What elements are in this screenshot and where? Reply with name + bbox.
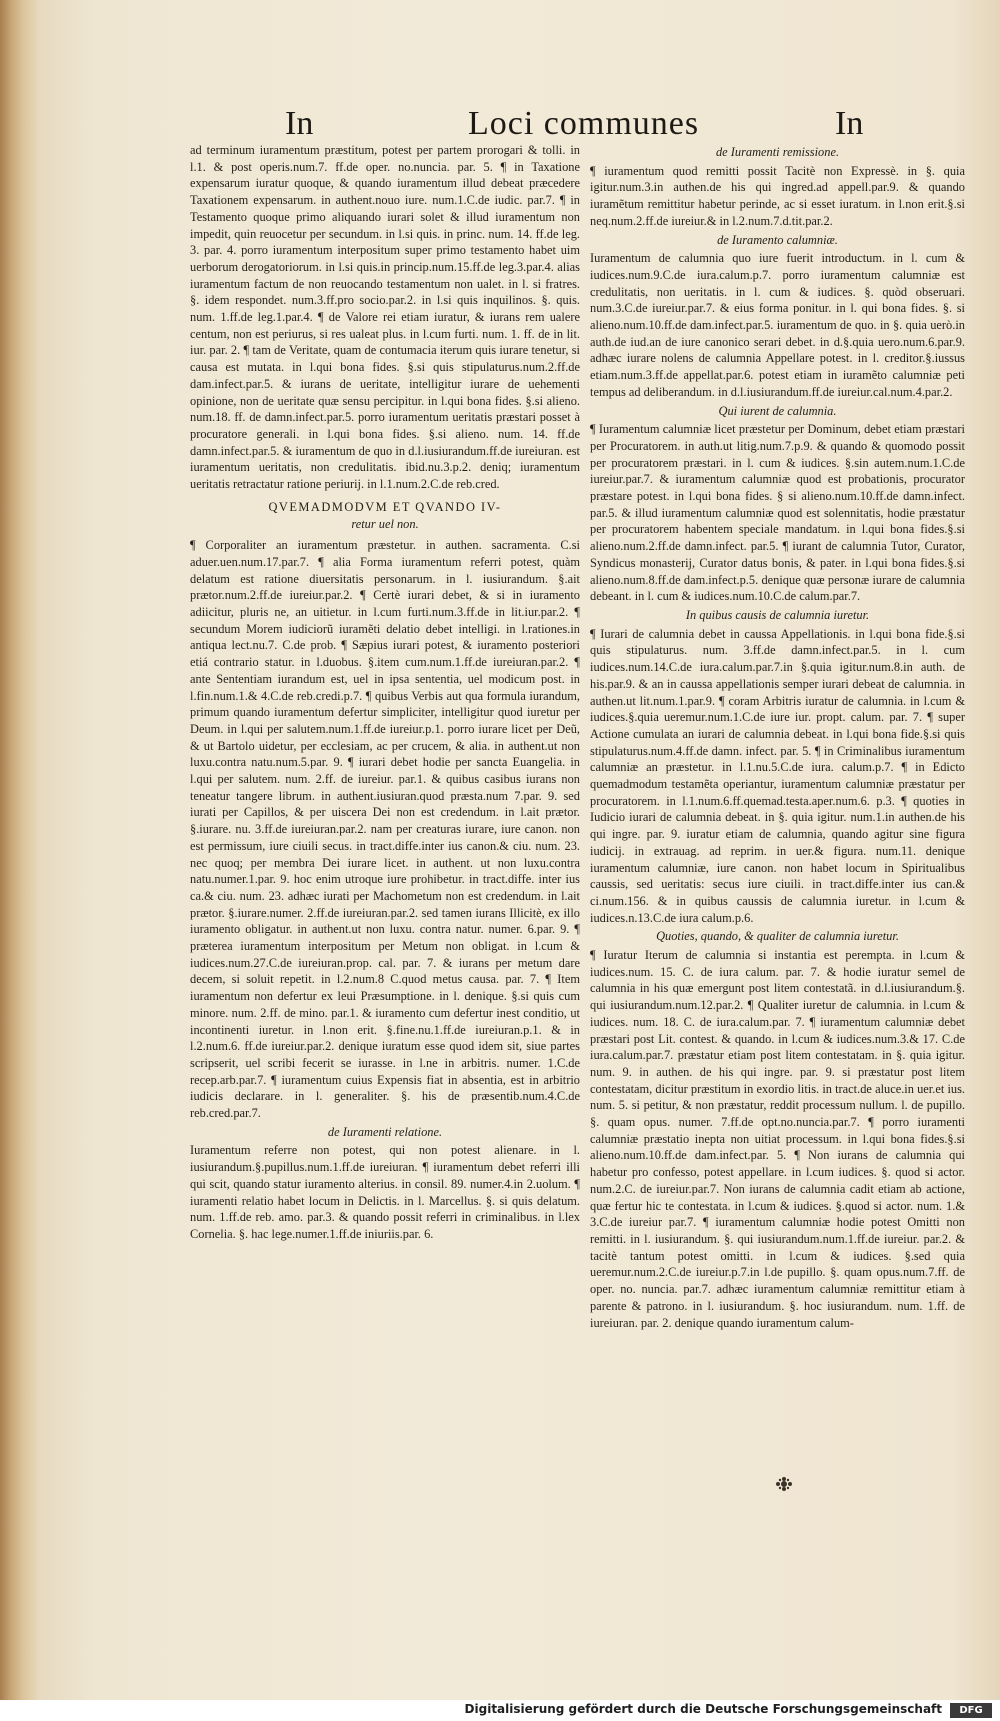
section-heading: de Iuramento calumniæ.: [717, 232, 838, 247]
fleuron-ornament-icon: [773, 1476, 795, 1492]
section-heading: Quoties, quando, & qualiter de calumnia iuretur.: [656, 929, 899, 944]
digitization-footer: [0, 1700, 1000, 1721]
paragraph: ad terminum iuramentum præstitum, potest per partem prorogari & tolli. in l.1. & post operis.num.7. ff.de oper. no.nuncia. par. 5. ¶ in Taxatione expensarum iuratur quoque, & quando iuramentum illud debeat præcedere Taxationem expensarum. in authent.nouo iure. num.1.C.de iudic. par.7. ¶ in Testamento quoque primo aliquando iurari solet & illud iuramentum non impedit, quin reuocetur per secundum. in l.si quis. in princ. num. 14. ff.de leg. 3. par. 4. porro iuramentum interpositum super primo testamento habet uim uerborum derogatoriorum. in l.si quis.in princip.num.15.ff.de leg.3.par.4. alias iuramentum factum de non reuocando testamentum non ualet. in l. si fratres. §. idem respondet. num.3.ff.pro socio.par.2. in l.si quis inquilinos. §. quis. num. 1.ff.de leg.1.par.4. ¶ de Valore rei etiam iuratur, & iurans rem ualere centum, non est periurus, si res ualeat plus. in l.cum furti. num. 1. ff. de in lit. iur. par. 2. ¶ tam de Veritate, quam de contumacia iterum quis iurare tenetur, si causa est mutata. in l.qui bona fides. §.si quis stipulaturus.num.2.ff.de dam.infect.par.5. & iurans de ueritate, intelligitur iurare de uehementi opinione, non de ueritate quæ sensu percipitur. in l.qui bona fides. §.si alieno. num.18. ff. de damn.infect.par.5. porro iuramentum ueritatis præstari posset à procuratore generali. in l.qui bona fides. §.si alieno. num. 14. ff.de damn.infect.par.5. & iuramentum de quo in d.l.iusiurandum.ff.de iureiuran. est iuramentum ueritatis, non credulitatis. ibid.nu.3.p.2. deniq; iuramentum ueritatis retractatur ratione periurij. in l.1.num.2.C.de reb.cred.: [190, 143, 580, 492]
running-head-left: In: [285, 105, 314, 142]
paragraph: ¶ Corporaliter an iuramentum præstetur. in authen. sacramenta. C.si aduer.uen.num.17.par.7. ¶ alia Forma iuramentum referri potest, quàm delatum est ratione diuersitatis personarum. in l. iusiurandum. §.ait prætor.num.2.ff.de iureiur.par.2. ¶ Certè iurari debet, & si in iuramento adiicitur, pluris ne, an uitietur. in l.cum furti.num.3.ff.de in lit.iur.par.2. ¶ secundum Morem iudiciorũ iuramẽti delatio debet intelligi. in l.rationes.in antiqua lect.nu.7. C.de prob. ¶ Sæpius iurari potest, & iuramento posteriori etiá contrario statur. in l.duobus. §.item cum.num.1.ff.de iureiuran.par.2. ¶ ante Sententiam iurandum est, uel in ipsa sententia, uel modicum post. in l.fin.num.1.& 4.C.de reb.credi.p.7. ¶ quibus Verbis aut qua formula iurandum, primum quando iuramentum defertur simpliciter, intelligitur quod iuretur per Deum. in l.qui per salutem.num.1.ff.de iureiur.p.1. porro iurare licet per Deũ, & ut Bartolo uidetur, per ecclesiam, ac per crucem, & alia. in authent.ut non luxu.contra natu.num.5.par. 9. ¶ iurari debet hodie per sancta Euangelia. in l.qui per salutem. num. 2.ff. de iureiur. par.1. & quibus casibus iurans non teneatur tangere librum. in authent.iusiuran.quod præsta.num 7.par. 9. sed iurati per Capillos, & per uiscera Dei non est credendum. in l.ait prætor. §.iurare. nu. 3.ff.de iureiuran.par.2. nam per creaturas iurare, iure canon. non est permissum, iure ciuili secus. in tract.diffe.inter ius canon.& ciu. num. 23. nec quoq; per membra Dei iurare licet. in authent. ut non luxu.contra natu.numer.1.par. 9. hoc enim utroque iure prohibetur. in tract.diffe. inter ius ca.& ciu. num. 23. adhæc iurati per Machometum non est credendum. in l.ait prætor. §.iurare.numer. 2.ff.de iureiuran.par.2. sed tamen iurans Illicitè, ex illo iuramento obligatur. in authent.ut non luxu. contra natur. numer. 6.par. 9. ¶ præterea iuramentum interpositum per Metum non obligat. in l.cum & iudices.num.27.C.de iureiuran.prop. cal. par. 7. & iurans per metum dare decem, si soluit repetit. in l.2.num.8 C.quod metus causa. par. 7. ¶ Item iuramentum non defertur ex leui Præsumptione. in l. denique. §.si quis cum minore. num. 2.ff. de mino. par.1. & iuramento cum defertur inest conditio, ut incontinenti iuretur. in l.non erit. §.fine.nu.1.ff.de iureiuran.p.1. & in l.2.num.6. ff.de iureiur.par.2. denique iuratum esse quod idem sit, siue partes scripserit, uel scribi fecerit se iurasse. in l.ne in arbitris. numer. 1.C.de recep.arb.par.7. ¶ iuramentum cuius Expensis fiat in absentia, est in arbitrio iudicis declarare. in l. generaliter. §. his de præsentib.num.4.C.de reb.cred.par.7.: [190, 538, 580, 1121]
paragraph: ¶ iuramentum quod remitti possit Tacitè non Expressè. in §. quia igitur.num.3.in authen.de his qui ingred.ad appell.par.9. & quando iuramẽtum remittitur habetur perinde, ac si esset iuratum. in l.non erit.§.si neq.num.2.ff.de iureiur.& in l.2.num.7.d.tit.par.2.: [590, 163, 965, 228]
paragraph: Iuramentum referre non potest, qui non potest alienare. in l. iusiurandum.§.pupillus.num.1.ff.de iureiuran. ¶ iuramentum debet referri illi qui scit, quando statur iuramento alterius. in consil. 89. numer.4.in 2.uolum. ¶ iuramenti relatio habet locum in Delictis. in l. Marcellus. §. si quis delatum. num. 1.ff.de reb. amo. par.3. & quando possit referri in criminalibus. in l.lex Cornelia. §. hac lege.numer.1.ff.de iniuriis.par. 6.: [190, 1143, 580, 1241]
running-head-right: In: [835, 105, 864, 142]
page-edge: [0, 0, 38, 1700]
paragraph: Iuramentum de calumnia quo iure fuerit introductum. in l. cum & iudices.num.9.C.de iura.calum.p.7. porro iuramentum calumniæ est credulitatis, non ueritatis. in l. cum & iudices. §. quòd obseruari. num.3.C.de iureiur.par.7. & eius forma ponitur. in l. qui bona fides. §. si alieno.num.10.ff.de dam.infect.par.5. iuramentum de quo. in §. quia uerò.in auth.de iud.an de iure canonico serari debet. in d.§.quia uero.num.6.par.9. adhæc iurare nolens de calumnia Appellare potest. in l. creditor.§.iussus etiam.num.3.ff.de appellat.par.6. potest etiam in iuramẽto calumniæ peti tempus ad deliberandum. in d.l.iusiurandum.ff.de iureiur.cal.num.4.par.2.: [590, 251, 965, 399]
section-heading: QVEMADMODVM ET QVANDO IV-: [268, 499, 502, 514]
section-heading: de Iuramenti relatione.: [327, 1124, 443, 1139]
left-column: [190, 142, 580, 1245]
right-column: [590, 142, 965, 1333]
section-subheading: retur uel non.: [351, 517, 419, 532]
dfg-logo: DFG: [950, 1703, 992, 1718]
section-heading: de Iuramenti remissione.: [715, 145, 840, 159]
section-heading: In quibus causis de calumnia iuretur.: [685, 607, 870, 622]
paragraph: ¶ Iurari de calumnia debet in caussa Appellationis. in l.qui bona fide.§.si quis stipulaturus. num. 3.ff.de damn.infect.par.5. in l. cum iudices.num.14.C.de iura.calum.par.7.in §.quia igitur.num.8.in auth. de his.par.9. & an in caussa appellationis semper iurari debeat de calumnia. in authen.ut lit.num.1.par.9. ¶ coram Arbitris iuratur de calumnia. in l.cum & iudices.§.quia ueremur.num.1.C.de iure iur. propt. calum. par. 7. ¶ super Actione cumulata an iurari de calumnia debeat. in l.qui bona fide.§.si quis stipulaturus.num.4.ff.de damn. infect. par. 5. ¶ in Criminalibus iuramentum calumniæ an præstetur. in l.1.nu.5.C.de iura. calum.p.7. ¶ in Edicto quemadmodum testamẽta operiantur, iuramentum calumniæ præstatur per procuratorem. in l.1.num.6.ff.quemad.testa.aper.num.6. p.3. ¶ quoties in Iudicio iurari de calumnia debeat. in §. quia igitur. num.1.in authen.de his qui ingre. par. 9. iuratur etiam de calumnia, quando agitur sine figura iudicij. in extrauag. ad reprim. in uer.& figura. num.11. denique iuramentum calumniæ, iure canon. non habet locum in Spiritualibus caussis, sed ueritatis: secus iure ciuili. in tract.diffe.inter ius can.& ci.num.156. & in quibus caussis de calumnia iuretur. in l.cum & iudices.n.13.C.de iura calum.p.6.: [590, 626, 965, 925]
section-heading: Qui iurent de calumnia.: [718, 403, 837, 418]
paragraph: ¶ Iuratur Iterum de calumnia si instantia est perempta. in l.cum & iudices.num. 15. C. de iura calum. par. 7. & hodie iuratur semel de calumnia in his quæ emergunt post litem contestatã. in d.l.iusiurandum.§. qui iusiurandum.num.12.par.2. ¶ Qualiter iuretur de calumnia. in l.cum & iudices. num. 18. C. de iura.calum.par. 7. ¶ iuramentum calumniæ debet præstari post Lit. contest. & quando. in l.cum & iudices.num.3.& 17. C.de iura.calum.par.7. præstatur etiam post litem contestatam. in §. quia igitur. num. 9. in authen. de his qui ingre. par. 9. si præstatur post litem contestatam, dicitur præstitum in exordio litis. in tract.de aluce.in uer.et ius. num. 5. si petitur, & non præstatur, reddit processum nullum. l. de pupillo. §. quam opus. numer. 7.ff.de opt.no.nuncia.par.7. ¶ porro iuramenti calumniæ præstatio inepta non uitiat processum. in l.qui bona fides.§.si alieno.num.10.ff.de dam.infect.par. 5. ¶ Non iurans de calumnia qui habetur pro confesso, potest appellare. in l.cum iudices. §. quod si actor. num.2.C. de iureiur.par.7. Non iurans de calumnia cadit etiam ab actione, quæ fertur hic te contestata. in l.cum & iudices. §.quod si actor. num. 1.& 3.C.de iureiur par.7. ¶ iuramentum calumniæ hodie potest Omitti non remitti. in l. iusiurandum. §. qui iusiurandum.num.1.ff.de iureiur. par.2. & tacitè tantum potest omitti. in l.cum & iudices. §.sed quia ueremur.num.2.C.de iureiur.p.7.in l.de pupillo. §. quam opus.num.7.ff. de oper. no. nuncia. par.7. adhæc iuramentum calumniæ remittitur etiam à parente & patrono. in l. iusiurandum. §. hoc iusiurandum. num. 1.ff. de iureiuran. par. 2. denique quando iuramentum calum-: [590, 948, 965, 1330]
footer-credit: Digitalisierung gefördert durch die Deutsche Forschungsgemeinschaft: [464, 1702, 942, 1716]
paragraph: ¶ Iuramentum calumniæ licet præstetur per Dominum, debet etiam præstari per Procuratorem. in auth.ut litig.num.7.p.9. & quando & quomodo possit per procuratorem præstari. in l. cum & iudices. §.sin autem.num.1.C.de iureiur.par.7. & iuramentum calumniæ quod est probationis, procurator præstare potest. in l.qui bona fides. § si alieno.num.10.ff.de damn.infect. par.5. & illud iuramentum calumniæ quod est solennitatis, hodie præstatur per procuratorem habentem speciale mandatum. in l.qui bona fides.§.si alieno.num.2.ff.de damn.infect. par.5. ¶ iurant de calumnia Tutor, Curator, Syndicus monasterij, Curator datus bonis, & pater. in l.qui bona fides.§.si alieno.num.8.ff.de dam.infect.p.5. denique quæ personæ iurare de calumnia debeant. in l. cum & iudices.num.10.C.de calum.par.7.: [590, 422, 965, 604]
running-head-title: Loci communes: [468, 105, 700, 142]
